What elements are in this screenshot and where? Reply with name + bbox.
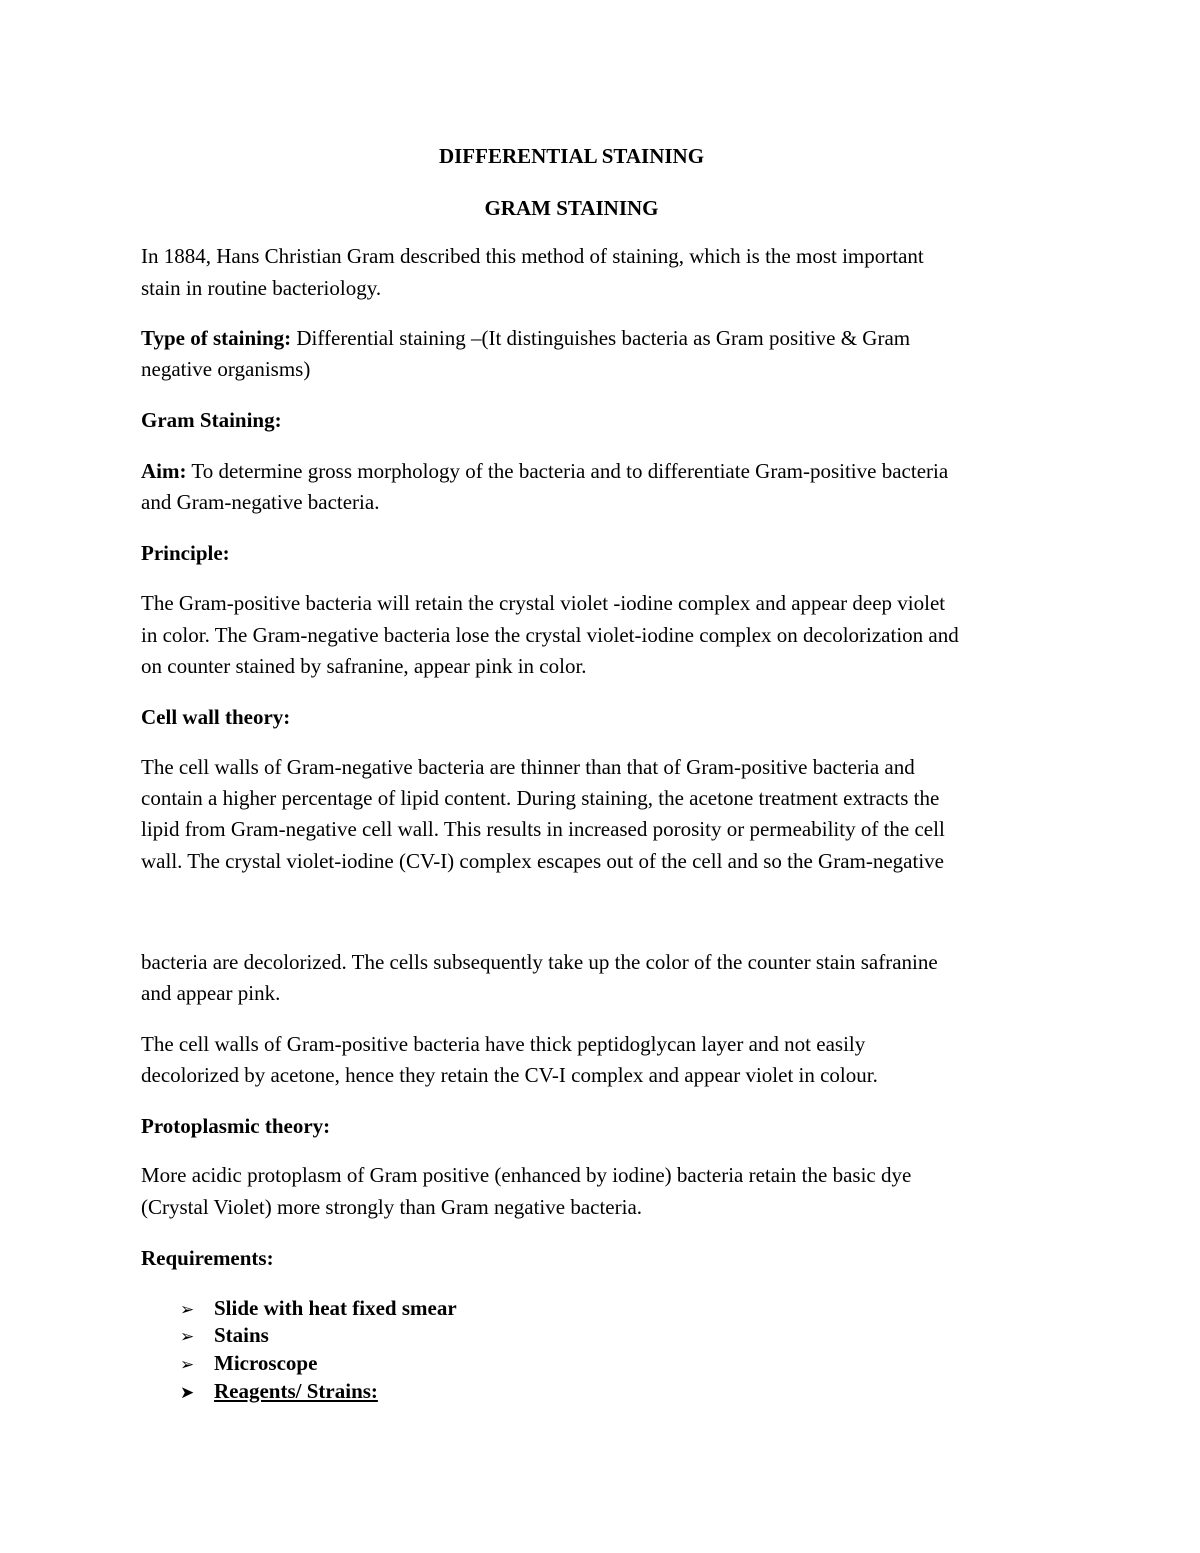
arrowhead-bullet-icon: ➢ bbox=[180, 1300, 195, 1320]
arrowhead-bullet-icon: ➤ bbox=[180, 1383, 195, 1403]
cell-wall-cont-line-1: bacteria are decolorized. The cells subsequently take up the color of the counter stain safranine bbox=[141, 950, 938, 974]
intro-line-2: stain in routine bacteriology. bbox=[141, 276, 382, 300]
requirement-item bbox=[180, 1377, 378, 1407]
cell-wall-heading: Cell wall theory: bbox=[141, 705, 291, 729]
requirements-heading: Requirements: bbox=[141, 1246, 274, 1270]
aim-label: Aim: bbox=[141, 459, 187, 483]
intro-line-1: In 1884, Hans Christian Gram described this method of staining, which is the most important bbox=[141, 244, 924, 268]
principle-line-3: on counter stained by safranine, appear pink in color. bbox=[141, 654, 587, 678]
aim-line-2: and Gram-negative bacteria. bbox=[141, 490, 380, 514]
protoplasmic-line-2: (Crystal Violet) more strongly than Gram negative bacteria. bbox=[141, 1195, 643, 1219]
arrowhead-bullet-icon: ➢ bbox=[180, 1355, 195, 1375]
aim-text: To determine gross morphology of the bacteria and to differentiate Gram-positive bacteria bbox=[186, 459, 949, 483]
protoplasmic-line-1: More acidic protoplasm of Gram positive (enhanced by iodine) bacteria retain the basic dye bbox=[141, 1163, 912, 1187]
requirement-item-label: Microscope bbox=[214, 1351, 318, 1375]
cell-wall-cont-line-2: and appear pink. bbox=[141, 981, 281, 1005]
requirement-item-label: Reagents/ Strains: bbox=[214, 1379, 378, 1403]
cell-wall-para2-line-1: The cell walls of Gram-positive bacteria have thick peptidoglycan layer and not easily bbox=[141, 1032, 866, 1056]
principle-heading: Principle: bbox=[141, 541, 230, 565]
aim-line-1 bbox=[141, 456, 948, 487]
type-of-staining-line-2: negative organisms) bbox=[141, 357, 311, 381]
gram-staining-heading: Gram Staining: bbox=[141, 408, 282, 432]
type-of-staining-line-1 bbox=[141, 323, 910, 354]
type-of-staining-label: Type of staining: bbox=[141, 326, 292, 350]
principle-line-1: The Gram-positive bacteria will retain the crystal violet -iodine complex and appear deep violet bbox=[141, 591, 946, 615]
cell-wall-line-1: The cell walls of Gram-negative bacteria are thinner than that of Gram-positive bacteria and bbox=[141, 755, 915, 779]
document-title: DIFFERENTIAL STAINING bbox=[438, 144, 705, 168]
cell-wall-line-3: lipid from Gram-negative cell wall. This results in increased porosity or permeability of the cell bbox=[141, 817, 945, 841]
arrowhead-bullet-icon: ➢ bbox=[180, 1327, 195, 1347]
cell-wall-line-2: contain a higher percentage of lipid content. During staining, the acetone treatment extracts the bbox=[141, 786, 940, 810]
requirement-item bbox=[180, 1321, 269, 1351]
type-of-staining-text: Differential staining –(It distinguishes bacteria as Gram positive & Gram bbox=[291, 326, 911, 350]
requirement-item bbox=[180, 1349, 317, 1379]
principle-line-2: in color. The Gram-negative bacteria lose the crystal violet-iodine complex on decolorization and bbox=[141, 623, 959, 647]
requirement-item bbox=[180, 1294, 457, 1324]
requirement-item-label: Slide with heat fixed smear bbox=[214, 1296, 457, 1320]
cell-wall-line-4: wall. The crystal violet-iodine (CV-I) complex escapes out of the cell and so the Gram-negative bbox=[141, 849, 944, 873]
cell-wall-para2-line-2: decolorized by acetone, hence they retain the CV-I complex and appear violet in colour. bbox=[141, 1063, 878, 1087]
document-subtitle: GRAM STAINING bbox=[484, 196, 659, 220]
requirement-item-label: Stains bbox=[214, 1323, 269, 1347]
protoplasmic-heading: Protoplasmic theory: bbox=[141, 1114, 331, 1138]
